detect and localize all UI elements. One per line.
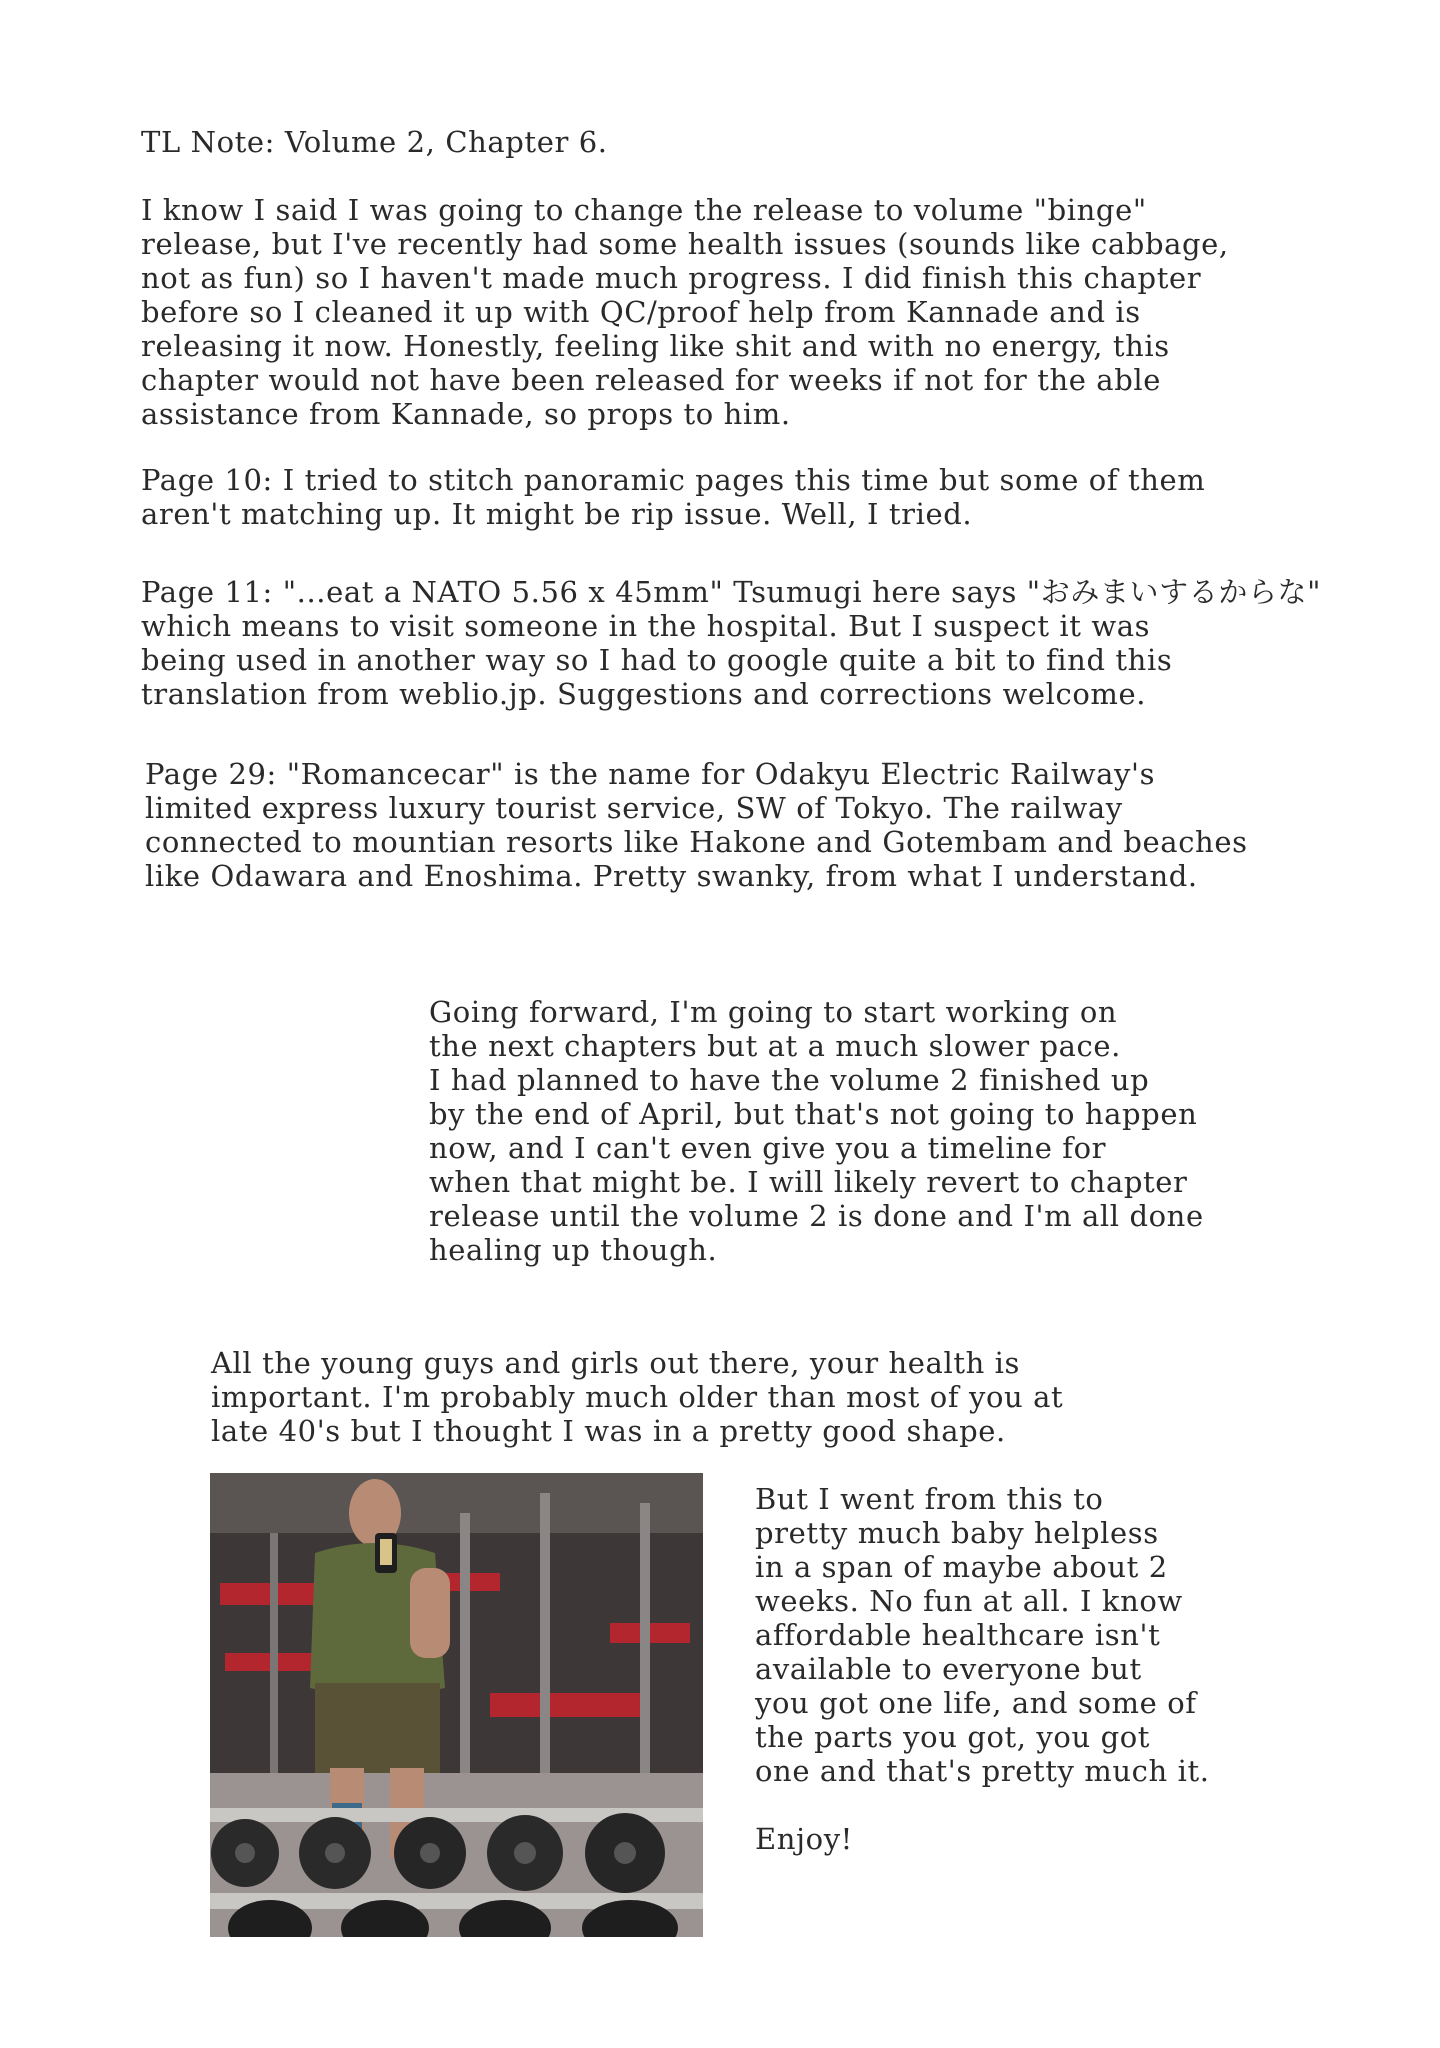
machine-frame: [270, 1533, 278, 1773]
person-arm: [410, 1568, 450, 1658]
machine-frame: [460, 1513, 470, 1773]
machine-frame: [640, 1503, 650, 1773]
going-forward-paragraph: Going forward, I'm going to start working on the next chapters but at a much slower pace. I had planned to have the volume 2 finished up by the end of April, but that's not going to happen now, and I can't even give you a timeline for when that might be. I will likely revert to chapter release until the volume 2 is done and I'm all done healing up though.: [429, 995, 1204, 1267]
photo-caption: But I went from this to pretty much baby helpless in a span of maybe about 2 weeks. No fun at all. I know affordable healthcare isn't available to everyone but you got one life, and some of the parts you got, you got one and that's pretty much it.: [755, 1482, 1210, 1788]
person-shorts: [315, 1683, 440, 1773]
machine-frame: [540, 1493, 550, 1773]
gym-selfie-photo: [210, 1473, 703, 1937]
machine-pad: [490, 1693, 640, 1717]
page10-note: Page 10: I tried to stitch panoramic pages this time but some of them aren't matching up. It might be rip issue. Well, I tried.: [141, 463, 1206, 531]
phone-screen: [380, 1539, 392, 1565]
gym-selfie-illustration: [210, 1473, 703, 1937]
intro-paragraph: I know I said I was going to change the release to volume "binge" release, but I've recently had some health issues (sounds like cabbage, not as fun) so I haven't made much progress. I did finish this chapter before so I cleaned it up with QC/proof help from Kannade and is releasing it now. Honestly, feeling like shit and with no energy, this chapter would not have been released for weeks if not for the able assistance from Kannade, so props to him.: [141, 193, 1229, 431]
signoff: Enjoy!: [755, 1822, 853, 1856]
page11-note: Page 11: "...eat a NATO 5.56 x 45mm" Tsumugi here says "おみまいするからな" which means to visit someone in the hospital. But I suspect it was being used in another way so I had to google quite a bit to find this translation from weblio.jp. Suggestions and corrections welcome.: [141, 575, 1322, 711]
page29-note: Page 29: "Romancecar" is the name for Odakyu Electric Railway's limited express luxury tourist service, SW of Tokyo. The railway connected to mountian resorts like Hakone and Gotembam and beaches like Odawara and Enoshima. Pretty swanky, from what I understand.: [145, 757, 1248, 893]
ceiling: [210, 1473, 703, 1533]
note-title: TL Note: Volume 2, Chapter 6.: [141, 125, 608, 159]
health-paragraph: All the young guys and girls out there, your health is important. I'm probably much older than most of you at late 40's but I thought I was in a pretty good shape.: [211, 1346, 1064, 1448]
